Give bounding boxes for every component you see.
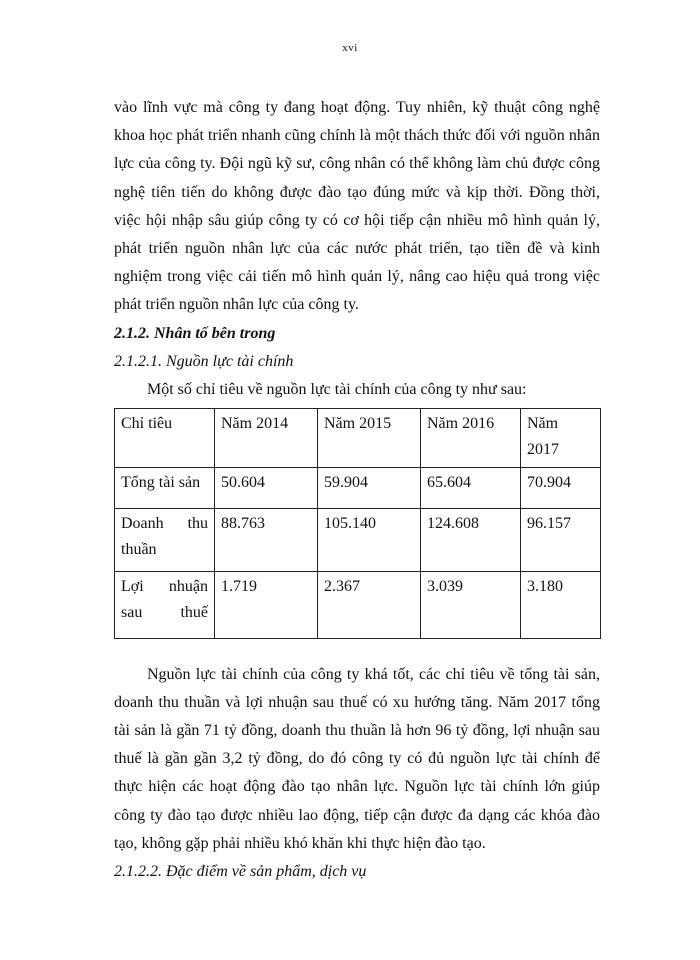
table-cell: 96.157 bbox=[521, 508, 601, 571]
table-cell: 65.604 bbox=[421, 467, 521, 508]
financial-table bbox=[114, 408, 601, 639]
subsection-heading-products: 2.1.2.2. Đặc điểm về sản phẩm, dịch vụ bbox=[114, 863, 367, 881]
table-cell: 50.604 bbox=[215, 467, 318, 508]
table-row bbox=[115, 571, 601, 638]
table-row-label: Tổng tài sản bbox=[115, 467, 215, 508]
document-body bbox=[114, 94, 600, 886]
table-header-cell: Chỉ tiêu bbox=[115, 408, 215, 467]
table-row bbox=[115, 467, 601, 508]
table-header-row bbox=[115, 408, 601, 467]
table-cell: 105.140 bbox=[318, 508, 421, 571]
paragraph-finance-analysis: Nguồn lực tài chính của công ty khá tốt, các chỉ tiêu về tổng tài sản, doanh thu thuần và lợi nhuận sau thuế có xu hướng tăng. Năm 2017 tổng tài sản là gần 71 tỷ đồng, doanh thu thuần là hơn 96 tỷ đồng, lợi nhuận sau thuế là gần gần 3,2 tỷ đồng, do đó công ty có đủ nguồn lực tài chính để thực hiện các hoạt động đào tạo nhân lực. Nguồn lực tài chính lớn giúp công ty đào tạo được nhiều lao động, tiếp cận được đa dạng các khóa đào tạo, không gặp phải nhiều khó khăn khi thực hiện đào tạo. bbox=[114, 665, 600, 852]
table-row-label: Lợi nhuận sau thuế bbox=[115, 571, 215, 638]
subsection-heading-finance: 2.1.2.1. Nguồn lực tài chính bbox=[114, 352, 294, 370]
table-cell: 59.904 bbox=[318, 467, 421, 508]
table-cell: 3.180 bbox=[521, 571, 601, 638]
table-header-cell: Năm 2015 bbox=[318, 408, 421, 467]
table-cell: 124.608 bbox=[421, 508, 521, 571]
page-number: xvi bbox=[342, 42, 358, 54]
section-heading: 2.1.2. Nhân tố bên trong bbox=[114, 324, 276, 342]
table-row bbox=[115, 508, 601, 571]
table-cell: 3.039 bbox=[421, 571, 521, 638]
paragraph-intro: vào lĩnh vực mà công ty đang hoạt động. Tuy nhiên, kỹ thuật công nghệ khoa học phát triển nhanh cũng chính là một thách thức đối với nguồn nhân lực của công ty. Đội ngũ kỹ sư, công nhân có thể không làm chủ được công nghệ tiên tiến do không được đào tạo đúng mức và kịp thời. Đồng thời, việc hội nhập sâu giúp công ty có cơ hội tiếp cận nhiều mô hình quản lý, phát triển nguồn nhân lực của các nước phát triển, tạo tiền đề và kinh nghiệm trong việc cải tiến mô hình quản lý, nâng cao hiệu quả trong việc phát triển nguồn nhân lực của công ty. bbox=[114, 99, 600, 314]
table-intro-text: Một số chỉ tiêu về nguồn lực tài chính của công ty như sau: bbox=[147, 380, 527, 398]
table-cell: 70.904 bbox=[521, 467, 601, 508]
table-header-cell: Năm 2016 bbox=[421, 408, 521, 467]
table-cell: 88.763 bbox=[215, 508, 318, 571]
table-header-cell: Năm 2014 bbox=[215, 408, 318, 467]
table-cell: 2.367 bbox=[318, 571, 421, 638]
table-row-label: Doanh thu thuần bbox=[115, 508, 215, 571]
table-header-cell: Năm 2017 bbox=[521, 408, 601, 467]
table-cell: 1.719 bbox=[215, 571, 318, 638]
